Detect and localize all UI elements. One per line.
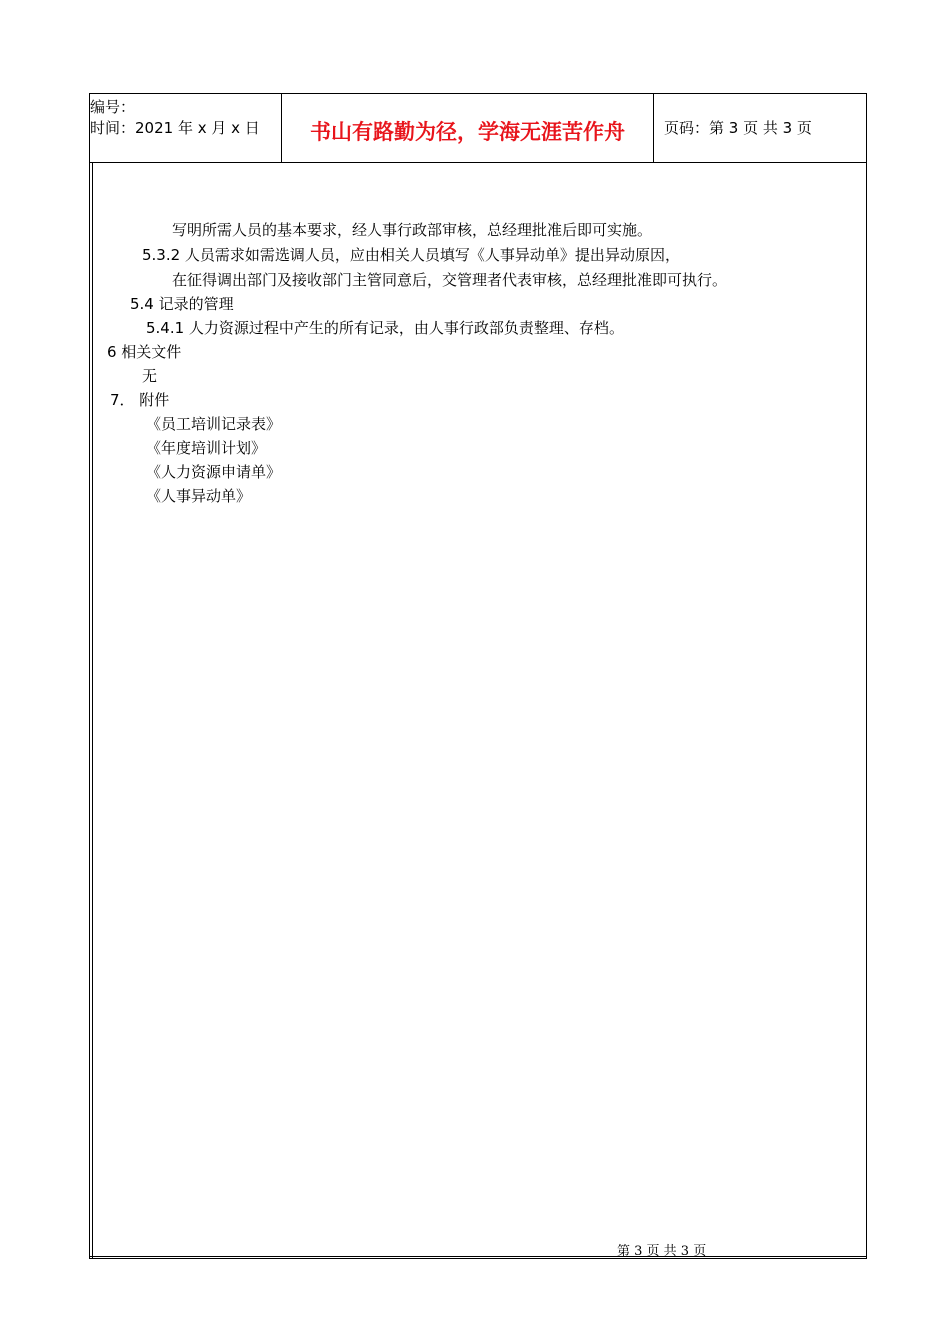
document-time-label: 时间：2021 年 x 月 x 日 <box>90 119 260 137</box>
body-line: 写明所需人员的基本要求，经人事行政部审核，总经理批准后即可实施。 <box>172 221 653 239</box>
frame-inner-left-rule <box>92 163 93 1259</box>
attachment-item: 《年度培训计划》 <box>146 439 267 457</box>
section-5-3-2: 5.3.2 人员需求如需选调人员，应由相关人员填写《人事异动单》提出异动原因， <box>142 246 680 264</box>
section-7-heading: 7． 附件 <box>110 391 170 409</box>
motto-text: 书山有路勤为径，学海无涯苦作舟 <box>310 119 625 144</box>
body-line: 在征得调出部门及接收部门主管同意后，交管理者代表审核，总经理批准即可执行。 <box>172 271 728 289</box>
frame-bottom-rule <box>89 1256 867 1257</box>
footer-page-number: 第 3 页 共 3 页 <box>617 1244 707 1259</box>
section-6-heading: 6 相关文件 <box>107 343 182 361</box>
header-motto-cell <box>282 93 654 162</box>
related-documents-none: 无 <box>142 367 158 385</box>
document-number-label: 编号： <box>90 98 136 116</box>
attachment-item: 《人力资源申请单》 <box>146 463 282 481</box>
section-5-4-1: 5.4.1 人力资源过程中产生的所有记录，由人事行政部负责整理、存档。 <box>146 319 624 337</box>
document-frame <box>89 93 867 1259</box>
header-page-cell <box>654 93 867 162</box>
attachment-item: 《员工培训记录表》 <box>146 415 282 433</box>
attachment-item: 《人事异动单》 <box>146 487 252 505</box>
header-page-label: 页码：第 3 页 共 3 页 <box>664 119 812 137</box>
header-meta-cell <box>89 93 282 162</box>
document-header <box>89 93 867 163</box>
section-5-4-heading: 5.4 记录的管理 <box>130 295 234 313</box>
